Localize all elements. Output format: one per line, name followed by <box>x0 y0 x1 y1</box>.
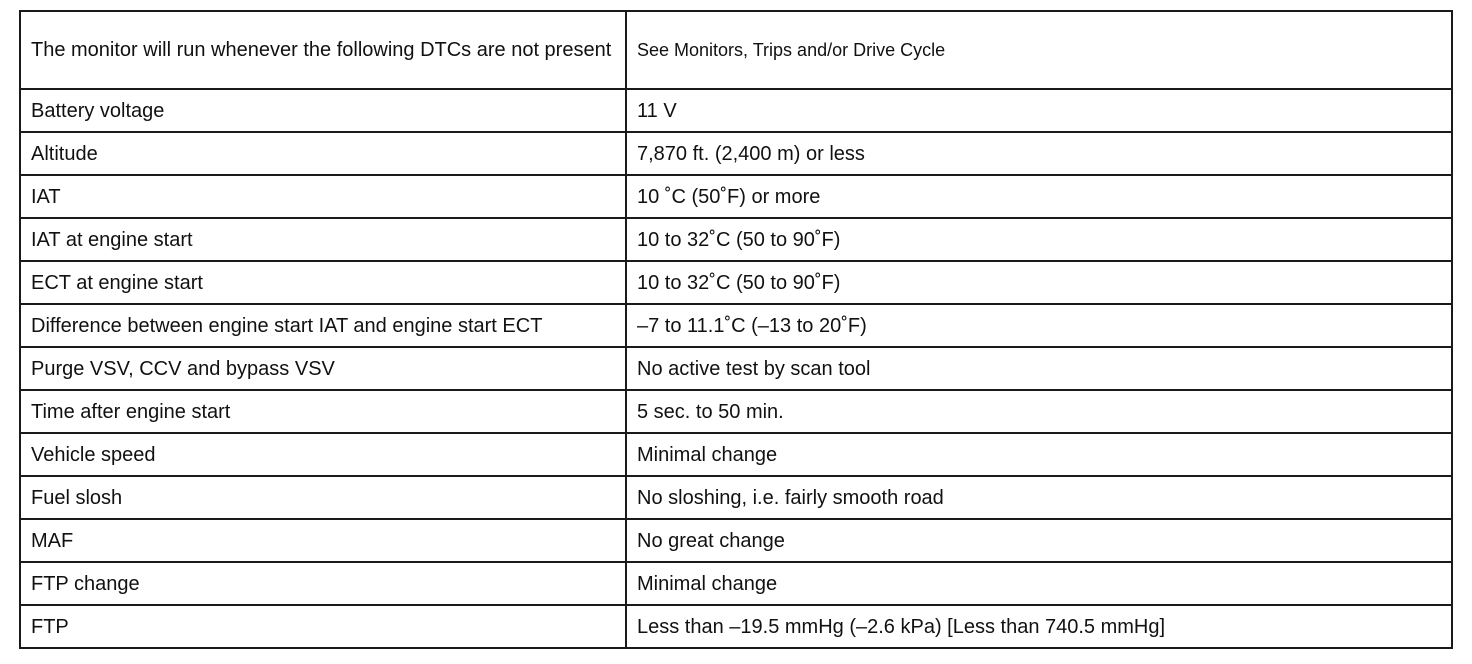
condition-cell: Altitude <box>20 132 626 175</box>
condition-cell: FTP change <box>20 562 626 605</box>
table-row <box>20 347 1452 390</box>
value-cell: 10 to 32˚C (50 to 90˚F) <box>626 261 1452 304</box>
value-cell: Minimal change <box>626 433 1452 476</box>
condition-cell: The monitor will run whenever the following DTCs are not present <box>20 11 626 89</box>
table-row <box>20 562 1452 605</box>
condition-cell: Vehicle speed <box>20 433 626 476</box>
condition-cell: Purge VSV, CCV and bypass VSV <box>20 347 626 390</box>
table-row <box>20 390 1452 433</box>
condition-cell: Fuel slosh <box>20 476 626 519</box>
condition-cell: MAF <box>20 519 626 562</box>
table-row <box>20 261 1452 304</box>
value-cell: No great change <box>626 519 1452 562</box>
table-row <box>20 218 1452 261</box>
value-cell: 10 ˚C (50˚F) or more <box>626 175 1452 218</box>
condition-cell: IAT at engine start <box>20 218 626 261</box>
table-row <box>20 519 1452 562</box>
value-cell: –7 to 11.1˚C (–13 to 20˚F) <box>626 304 1452 347</box>
table-row <box>20 476 1452 519</box>
value-cell: 7,870 ft. (2,400 m) or less <box>626 132 1452 175</box>
value-cell: 11 V <box>626 89 1452 132</box>
value-cell: 10 to 32˚C (50 to 90˚F) <box>626 218 1452 261</box>
conditions-table-container <box>19 10 1451 649</box>
table-row <box>20 605 1452 648</box>
table-row <box>20 132 1452 175</box>
value-cell: Less than –19.5 mmHg (–2.6 kPa) [Less than 740.5 mmHg] <box>626 605 1452 648</box>
condition-cell: IAT <box>20 175 626 218</box>
condition-cell: Difference between engine start IAT and engine start ECT <box>20 304 626 347</box>
value-cell: No active test by scan tool <box>626 347 1452 390</box>
value-cell: 5 sec. to 50 min. <box>626 390 1452 433</box>
condition-cell: Time after engine start <box>20 390 626 433</box>
condition-cell: FTP <box>20 605 626 648</box>
value-cell: Minimal change <box>626 562 1452 605</box>
table-row <box>20 11 1452 89</box>
table-row <box>20 89 1452 132</box>
table-row <box>20 433 1452 476</box>
condition-cell: Battery voltage <box>20 89 626 132</box>
value-cell: No sloshing, i.e. fairly smooth road <box>626 476 1452 519</box>
value-cell: See Monitors, Trips and/or Drive Cycle <box>626 11 1452 89</box>
monitor-conditions-table <box>19 10 1453 649</box>
condition-cell: ECT at engine start <box>20 261 626 304</box>
table-row <box>20 175 1452 218</box>
table-row <box>20 304 1452 347</box>
